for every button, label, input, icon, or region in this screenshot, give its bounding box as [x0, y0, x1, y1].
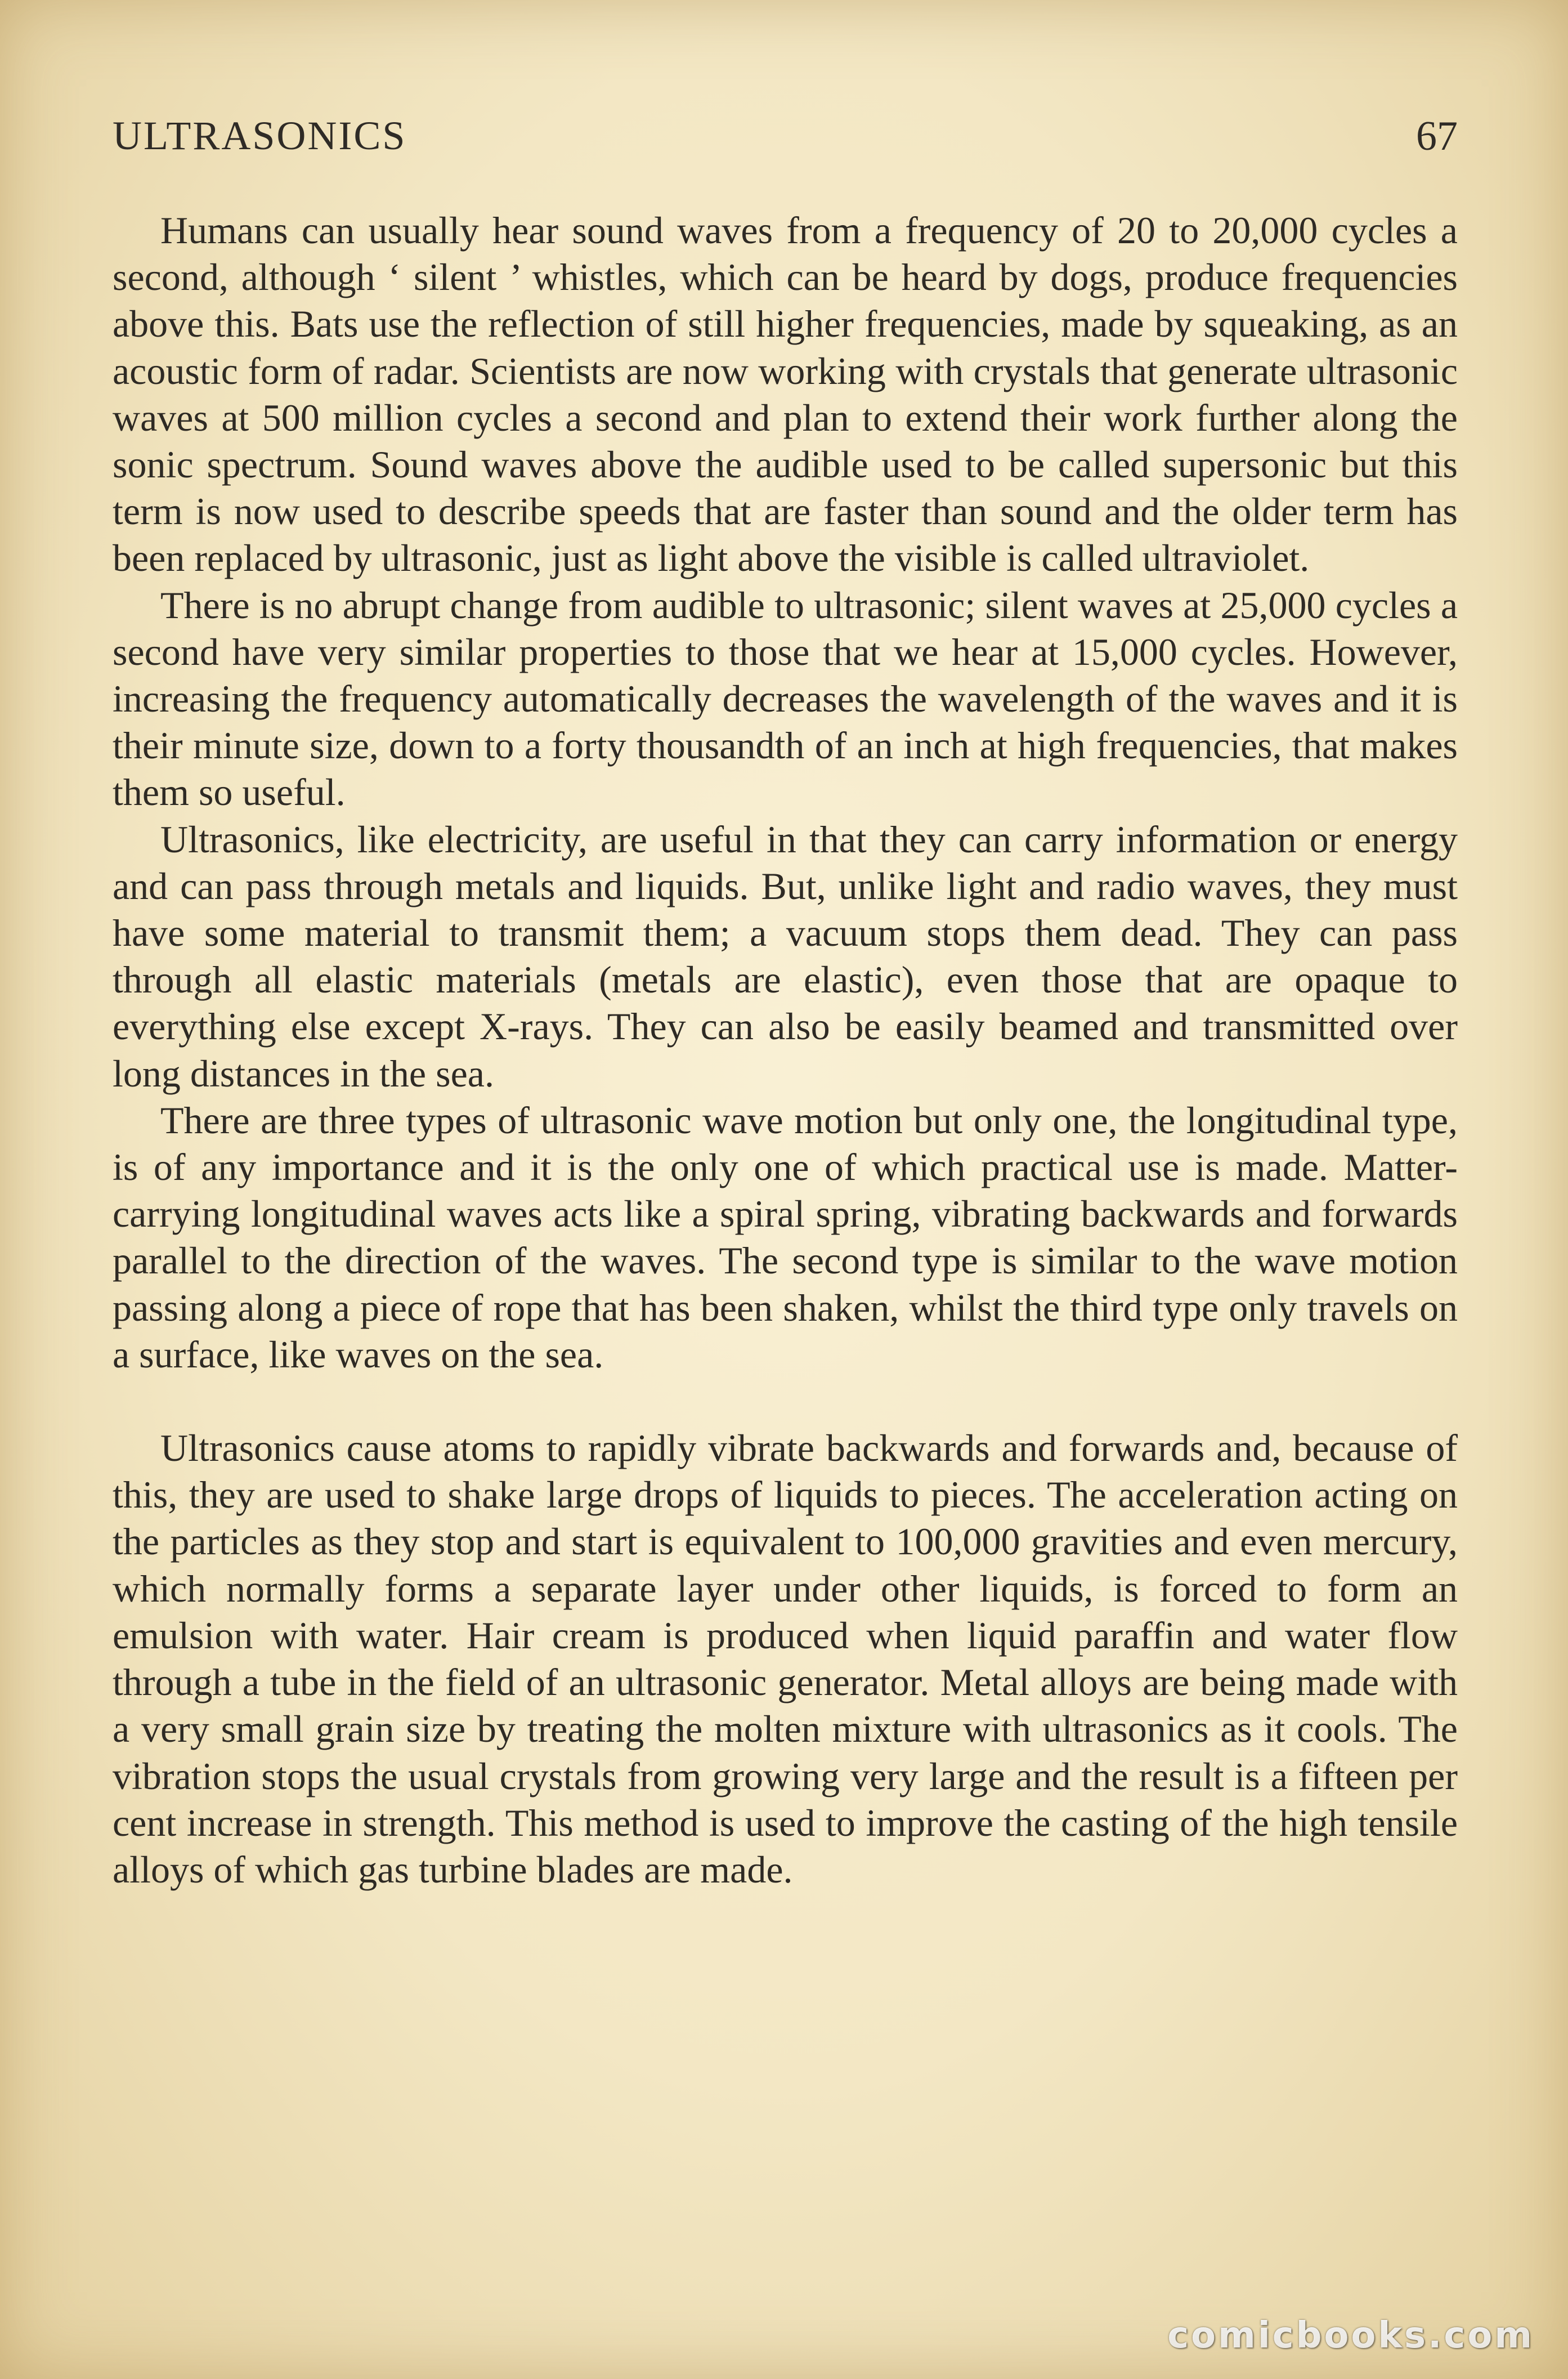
running-head [113, 113, 1458, 163]
body-text [113, 207, 1458, 1893]
paragraph-atom-vibration: Ultrasonics cause atoms to rapidly vibrate backwards and forwards and, because of this, they are used to shake large drops of liquids to pieces. The acceleration acting on the particles as they stop and start is equivalent to 100,000 gravities and even mercury, which normally forms a separate layer under other liquids, is forced to form an emulsion with water. Hair cream is produced when liquid paraffin and water flow through a tube in the field of an ultrasonic generator. Metal alloys are being made with a very small grain size by treating the molten mixture with ultrasonics as it cools. The vibration stops the usual crystals from growing very large and the result is a fifteen per cent increase in strength. This method is used to improve the casting of the high tensile alloys of which gas turbine blades are made. [113, 1426, 1458, 1891]
watermark: comicbooks.com [1167, 2315, 1534, 2356]
paragraph-ultrasonic-transmission: Ultrasonics, like electricity, are useful in that they can carry information or energy and can pass through metals and liquids. But, unlike light and radio waves, they must have some material to transmit them; a vacuum stops them dead. They can pass through all elastic materials (metals are elastic), even those that are opaque to everything else except X-rays. They can also be easily beamed and transmitted over long distances in the sea. [113, 817, 1458, 1095]
running-title: ULTRASONICS [113, 113, 407, 158]
paragraph-audible-to-ultrasonic: There is no abrupt change from audible to ultrasonic; silent waves at 25,000 cycles a second have very similar properties to those that we hear at 15,000 cycles. However, increasing the frequency automatically decreases the wavelength of the waves and it is their minute size, down to a forty thousandth of an inch at high frequencies, that makes them so useful. [113, 583, 1458, 814]
paragraph-hearing-range: Humans can usually hear sound waves from a frequency of 20 to 20,000 cycles a second, although ‘ silent ’ whistles, which can be heard by dogs, produce frequencies above this. Bats use the reflection of still higher frequencies, made by squeaking, as an acoustic form of radar. Scientists are now working with crystals that generate ultrasonic waves at 500 million cycles a second and plan to extend their work further along the sonic spectrum. Sound waves above the audible used to be called supersonic but this term is now used to describe speeds that are faster than sound and the older term has been replaced by ultrasonic, just as light above the visible is called ultraviolet. [113, 209, 1458, 580]
paragraph-wave-types: There are three types of ultrasonic wave motion but only one, the longitudinal type, is of any importance and it is the only one of which practical use is made. Matter-carrying longitudinal waves acts like a spiral spring, vibrating backwards and forwards parallel to the direction of the waves. The second type is similar to the wave motion passing along a piece of rope that has been shaken, whilst the third type only travels on a surface, like waves on the sea. [113, 1098, 1458, 1376]
page-number: 67 [1416, 113, 1458, 159]
